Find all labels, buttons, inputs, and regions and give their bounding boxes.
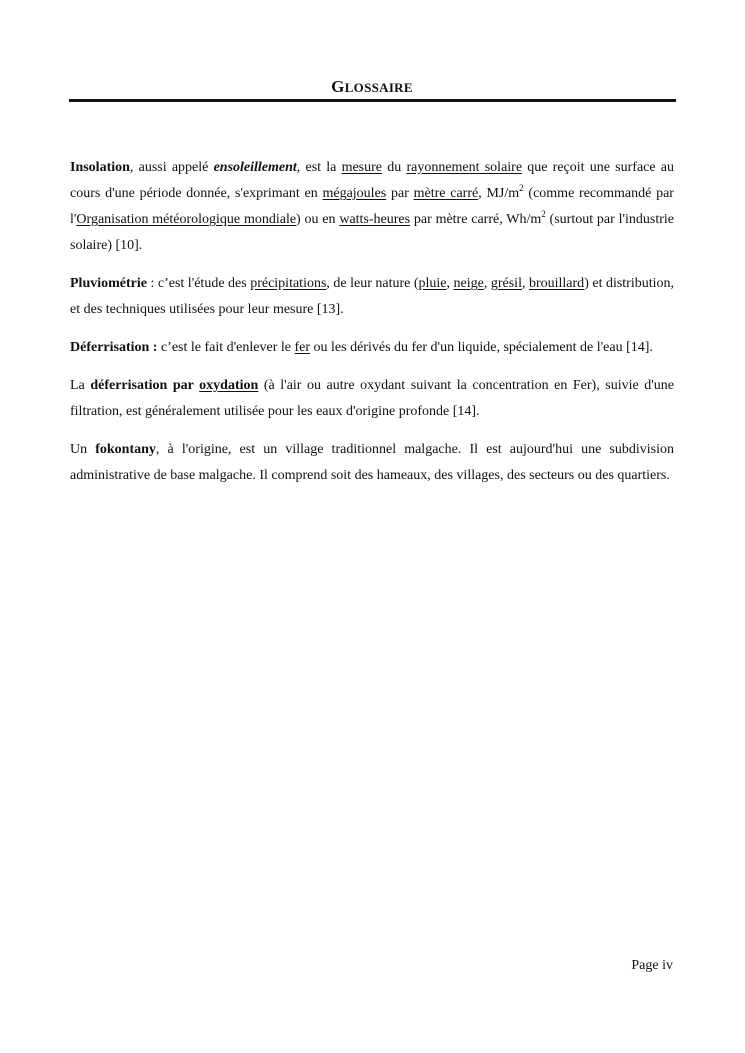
title-divider <box>69 99 676 102</box>
term-fokontany: fokontany <box>95 442 156 457</box>
term-deferrisation-par: déferrisation par <box>90 378 200 393</box>
page-title-rest: LOSSAIRE <box>344 80 413 95</box>
link-organisation-meteorologique-mondiale[interactable]: Organisation météorologique mondiale <box>76 212 297 227</box>
page-title <box>69 77 675 98</box>
glossary-body <box>70 155 674 501</box>
page-title-initial: G <box>331 77 345 96</box>
link-gresil[interactable]: grésil <box>490 276 522 291</box>
link-pluie[interactable]: pluie <box>418 276 447 291</box>
glossary-entry-fokontany: Un fokontany, à l'origine, est un village traditionnel malgache. Il est aujourd'hui une subdivision administrative de base malgache. Il comprend soit des hameaux, des villages, des secteurs ou des quartiers. <box>70 442 674 483</box>
link-precipitations[interactable]: précipitations <box>250 276 327 291</box>
term-deferrisation: Déferrisation : <box>70 340 158 355</box>
page-number: Page iv <box>631 958 673 973</box>
term-alias-ensoleillement: ensoleillement <box>213 160 297 175</box>
link-metre-carre[interactable]: mètre carré <box>413 186 479 201</box>
link-brouillard[interactable]: brouillard <box>528 276 585 291</box>
link-mesure[interactable]: mesure <box>341 160 383 175</box>
term-pluviometrie: Pluviométrie <box>70 276 147 291</box>
glossary-entry-insolation: Insolation, aussi appelé ensoleillement, est la mesure du rayonnement solaire que reçoit une surface au cours d'une période donnée, s'exprimant en mégajoules par mètre carré, $MJ/m^2$ (comme recommandé par l'Organisation météorologique mondiale) ou en watts-heures par mètre carré, $Wh/m^2$ (surtout par l'industrie solaire) [10]. <box>70 160 675 253</box>
glossary-entry-pluviometrie: Pluviométrie : c’est l'étude des précipitations, de leur nature (pluie, neige, grésil, brouillard) et distribution, et des techniques utilisées pour leur mesure [13]. <box>70 276 675 317</box>
term-insolation: Insolation <box>70 160 130 175</box>
link-rayonnement-solaire[interactable]: rayonnement solaire <box>406 160 523 175</box>
glossary-entry-deferrisation-oxydation: La déferrisation par oxydation (à l'air ou autre oxydant suivant la concentration en Fer), suivie d'une filtration, est généralement utilisée pour les eaux d'origine profonde [14]. <box>70 378 675 419</box>
link-watts-heures[interactable]: watts-heures <box>339 212 411 227</box>
link-oxydation[interactable]: oxydation <box>199 378 259 393</box>
link-megajoules[interactable]: mégajoules <box>322 186 387 201</box>
link-fer[interactable]: fer <box>294 340 311 355</box>
glossary-entry-deferrisation: Déferrisation : c’est le fait d'enlever le fer ou les dérivés du fer d'un liquide, spécialement de l'eau [14]. <box>70 340 653 355</box>
link-neige[interactable]: neige <box>453 276 484 291</box>
